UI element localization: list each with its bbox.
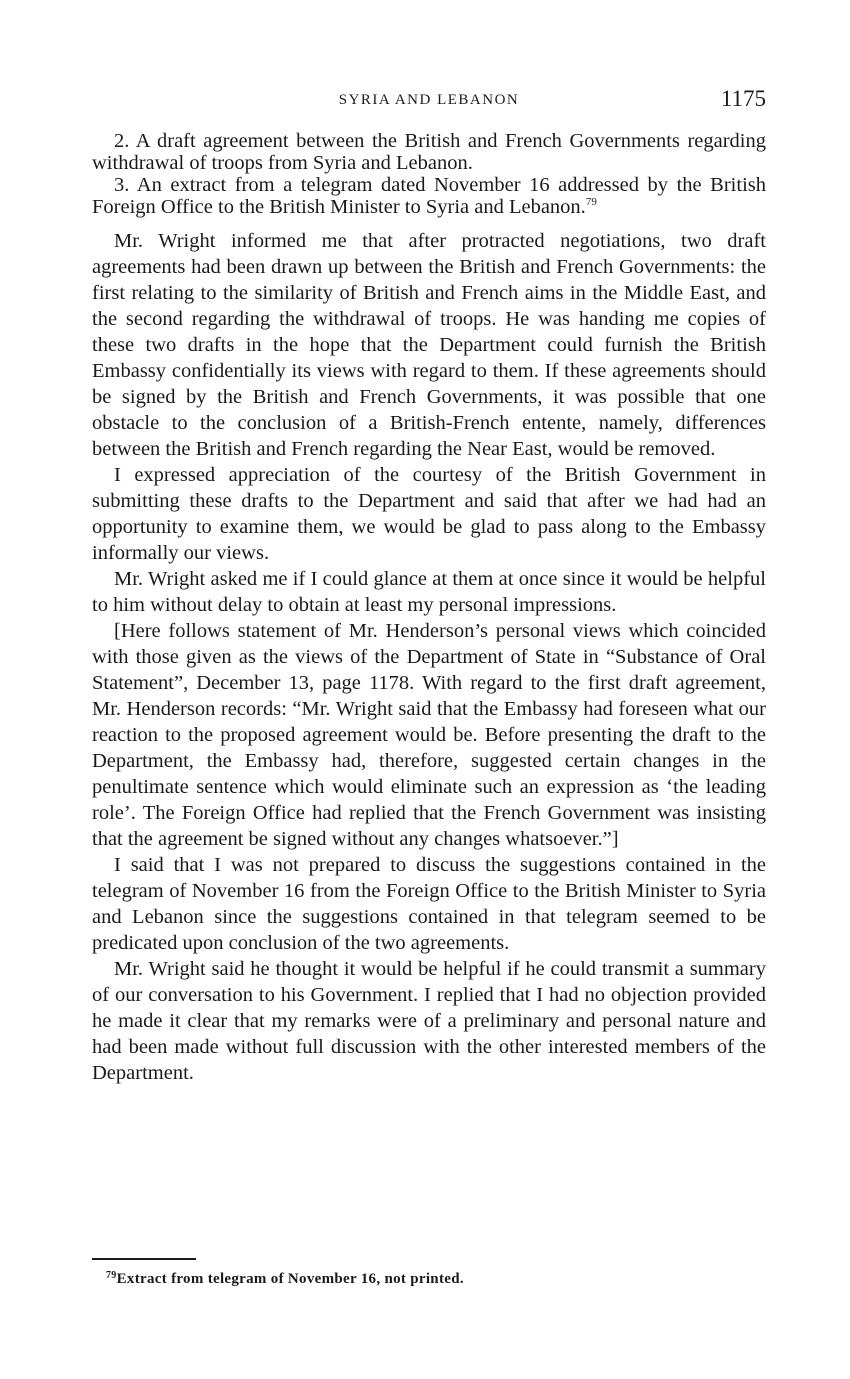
footnote-reference: 79 <box>585 196 597 208</box>
footnote-text: Extract from telegram of November 16, not printed. <box>116 1271 464 1287</box>
paragraph: I expressed appreciation of the courtesy of the British Government in submitting these drafts to the Department and said that after we had had an opportunity to examine them, we would be glad to pass along to the Embassy informally our views. <box>92 464 766 564</box>
paragraph: Mr. Wright said he thought it would be helpful if he could transmit a summary of our conversation to his Government. I replied that I had no objection provided he made it clear that my remarks were of a preliminary and personal nature and had been made without full discussion with the other interested members of the Department. <box>92 958 766 1084</box>
paragraph: [Here follows statement of Mr. Henderson’s personal views which coincided with those given as the views of the Department of State in “Substance of Oral Statement”, December 13, page 1178. With regard to the first draft agreement, Mr. Henderson records: “Mr. Wright said that the Embassy had foreseen what our reaction to the proposed agreement would be. Before presenting the draft to the Department, the Embassy had, therefore, suggested certain changes in the penultimate sentence which would eliminate such an expression as ‘the leading role’. The Foreign Office had replied that the French Government was insisting that the agreement be signed without any changes whatsoever.”] <box>92 620 766 850</box>
paragraph: Mr. Wright informed me that after protracted negotiations, two draft agreements had been drawn up between the British and French Governments: the first relating to the similarity of British and French aims in the Middle East, and the second regarding the withdrawal of troops. He was handing me copies of these two drafts in the hope that the Department could furnish the British Embassy confidentially its views with regard to them. If these agreements should be signed by the British and French Governments, it was possible that one obstacle to the conclusion of a British-French entente, namely, differences between the British and French regarding the Near East, would be removed. <box>92 230 766 460</box>
list-item-text: 2. A draft agreement between the British and French Governments regarding withdrawal of troops from Syria and Lebanon. <box>92 130 766 174</box>
list-item <box>92 130 766 174</box>
list-item <box>92 174 766 218</box>
document-body <box>92 130 766 1086</box>
enclosure-list <box>92 130 766 218</box>
list-item-text: 3. An extract from a telegram dated November 16 addressed by the British Foreign Office to the British Minister to Syria and Lebanon. <box>92 174 766 218</box>
page-number: 1175 <box>720 86 766 111</box>
paragraph: I said that I was not prepared to discuss the suggestions contained in the telegram of November 16 from the Foreign Office to the British Minister to Syria and Lebanon since the suggestions contained in that telegram seemed to be predicated upon conclusion of the two agreements. <box>92 854 766 954</box>
paragraph: Mr. Wright asked me if I could glance at them at once since it would be helpful to him without delay to obtain at least my personal impressions. <box>92 568 766 616</box>
footnote-marker: 79 <box>106 1270 117 1281</box>
running-head <box>92 86 766 116</box>
running-title: SYRIA AND LEBANON <box>338 92 520 108</box>
footnote <box>106 1269 766 1289</box>
footnote-divider <box>92 1258 196 1260</box>
